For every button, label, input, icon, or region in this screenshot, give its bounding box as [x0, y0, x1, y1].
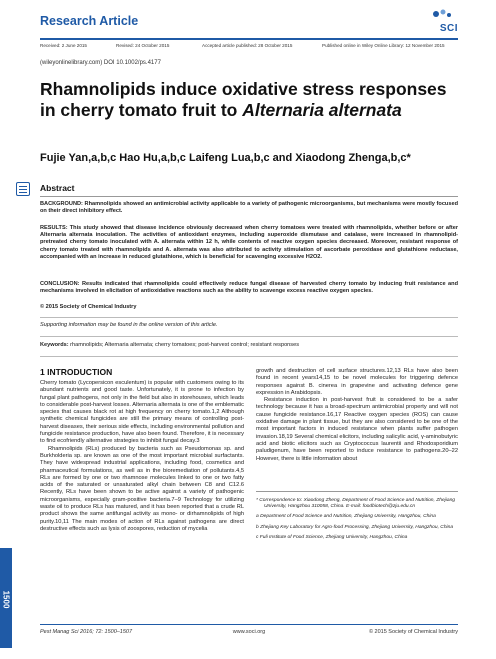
abstract-divider: [40, 196, 458, 197]
publication-dates: [40, 43, 458, 53]
published-date: Published online in Wiley Online Library: 12 November 2015: [322, 43, 445, 48]
abstract-copyright: © 2015 Society of Chemical Industry: [40, 304, 137, 310]
received-date: Received: 2 June 2015: [40, 43, 87, 48]
title-species: Alternaria alternata: [242, 100, 402, 120]
introduction-heading: 1 INTRODUCTION: [40, 367, 113, 377]
abstract-heading: Abstract: [40, 183, 75, 193]
keywords-divider-bottom: [40, 356, 458, 357]
footnote-divider: [256, 491, 458, 492]
publisher-website[interactable]: www.soci.org: [232, 629, 266, 635]
page-footer: [40, 629, 458, 639]
results-label: RESULTS:: [40, 225, 68, 231]
affiliation-b: b Zhejiang Key Laboratory for Agro-food Processing, Zhejiang University, Hangzhou, China: [256, 524, 454, 530]
intro-left-column: [40, 380, 244, 533]
abstract-icon: [16, 182, 30, 196]
doi-line[interactable]: (wileyonlinelibrary.com) DOI 10.1002/ps.4177: [40, 60, 161, 66]
intro-paragraph: Cherry tomato (Lycopersicon esculentum) is popular with customers owing to its abundant nutrients and good taste. Unfortunately, it is prone to infection by fungal plant pathogens, not only in the field but also in storehouses, which leads to considerable post-harvest losses. Alternaria alternata is one of the emblematic species that causes black rot at high frequency on cherry tomato.1,2 Although synthetic chemical fungicides are still the primary means of controlling post-harvest diseases, their serious side effects, including environmental pollution and fungicide resistance production, have also been found. Therefore, it is necessary to find ecofriendly alternative strategies to inhibit fungal decay.3: [40, 380, 244, 445]
title-text: Rhamnolipids induce oxidative stress responses in cherry tomato fruit to: [40, 79, 447, 120]
background-label: BACKGROUND:: [40, 201, 83, 207]
revised-date: Revised: 24 October 2015: [116, 43, 170, 48]
article-type-label: Research Article: [40, 14, 139, 28]
conclusion-text: Results indicated that rhamnolipids could effectively reduce fungal disease of harvested cherry tomato by inducing fruit resistance and mechanisms involved in elicitation of antioxidative reactions such as the ability to scavenge excess reactive oxygen species.: [40, 281, 458, 295]
keywords-line: [40, 342, 299, 348]
intro-paragraph: growth and destruction of cell surface structures.12,13 RLs have also been found in recent years14,15 to be novel molecules for triggering defence responses against B. cinerea in grapevine and activating defence gene expression in Arabidopsis.: [256, 368, 458, 396]
supporting-divider: [40, 317, 458, 318]
background-text: Rhamnolipids showed an antimicrobial activity applicable to a variety of pathogenic microorganisms, but mechanisms were mostly focused on their direct inhibitory effect.: [40, 201, 458, 215]
conclusion-label: CONCLUSION:: [40, 281, 80, 287]
header-divider: [40, 38, 458, 40]
abstract-conclusion: [40, 281, 458, 295]
keywords-text: rhamnolipids; Alternaria alternata; cherry tomatoes; post-harvest control; resistant responses: [70, 342, 300, 348]
sci-logo-text: SCI: [439, 23, 458, 34]
abstract-results: [40, 225, 458, 261]
keywords-divider-top: [40, 336, 458, 337]
correspondence-note: * Correspondence to: Xiaodong Zheng, Department of Food Science and Nutrition, Zhejiang University, Hangzhou 310058, China. E-mail: foodbiotech@zju.edu.cn: [256, 498, 456, 510]
affiliation-a: a Department of Food Science and Nutrition, Zhejiang University, Hangzhou, China: [256, 514, 436, 520]
intro-right-column: [256, 368, 458, 463]
journal-citation: Pest Manag Sci 2016; 72: 1500–1507: [40, 629, 133, 635]
article-title: [40, 79, 458, 121]
author-list: Fujie Yan,a,b,c Hao Hu,a,b,c Laifeng Lua,b,c and Xiaodong Zhenga,b,c*: [40, 152, 411, 164]
footer-divider: [40, 624, 458, 625]
page-number: 1500: [1, 590, 11, 609]
intro-paragraph: Resistance induction in post-harvest fruit is considered to be a safer technology because it has a broad-spectrum antimicrobial property and will not cause fungicide resistance.16,17 Reactive oxygen species (ROS) can cause oxidative damage in plant tissue, but they are also considered to be one of the most important factors in induced resistance when plants suffer pathogen invasion.18,19 Several chemical elicitors, including salicylic acid, γ-aminobutyric acid and biotic elicitors such as Cryptococcus laurentii and Rhodosporidium paludigenum, have been reported to induce resistance to pathogens.20–22 However, there is little information about: [256, 397, 458, 462]
keywords-label: Keywords:: [40, 342, 69, 348]
affiliation-c: c Fuli Institute of Food Science, Zhejiang University, Hangzhou, China: [256, 534, 408, 540]
intro-paragraph: Rhamnolipids (RLs) produced by bacteria such as Pseudomonas sp. and Burkholderia sp. are known as one of the most important microbial surfactants. They have widespread industrial applications, including food, cosmetics and pharmaceutical formulations, as well as in the bioremediation of pollutants.4,5 RLs are formed by one or two rhamnose molecules linked to one or two fatty acids of the saturated or unsaturated alkyl chain between C8 and C12.6 Recently, RLs have been shown to be active against a variety of pathogenic microorganisms, especially gram-positive bacteria.7–9 Technology for utilizing waste oil to produce RLs has matured, and it has been reported that a crude RL product shows the same antifungal activity as mono- or dirhamnolipids of high purity.10,11 The main modes of action of RLs against pathogens are direct destructive effects such as lysis of zoospores, reduction of mycelia: [40, 445, 244, 532]
journal-header: [40, 14, 458, 36]
supporting-info-note: Supporting information may be found in the online version of this article.: [40, 322, 218, 328]
affiliation-footnotes: [256, 498, 458, 545]
footer-copyright: © 2015 Society of Chemical Industry: [368, 629, 458, 635]
accepted-date: Accepted article published: 28 October 2015: [202, 43, 293, 48]
results-text: This study showed that disease incidence obviously decreased when cherry tomatoes were treated with rhamnolipids, whether before or after Alternaria alternata inoculation. The activities of antioxidant enzymes, including superoxide dismutase and catalase, were increased in rhamnolipid-pretreated cherry tomato inoculated with A. alternata within 12 h, while contents of reactive oxygen species decreased. Moreover, resistant response of cherry tomato treated with rhamnolipids and A. alternata was also attributed to activity stimulation of ascorbate peroxidase and glutathione reductase, accompanied with an increase in reduced glutathione, which is beneficial for scavenging excessive H2O2.: [40, 225, 458, 260]
abstract-background: [40, 201, 458, 215]
